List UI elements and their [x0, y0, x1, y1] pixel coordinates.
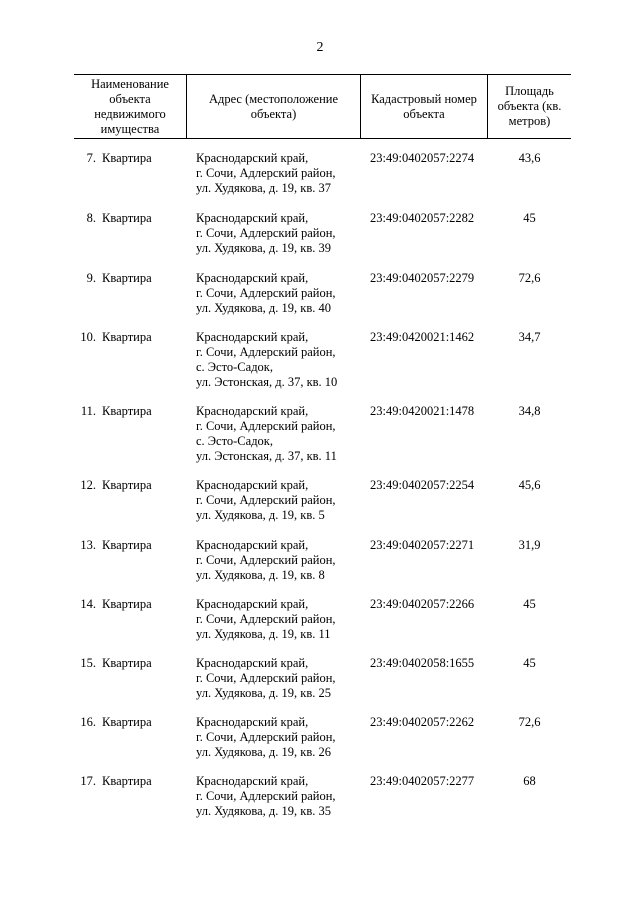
cadastral-number: 23:49:0402057:2266	[370, 597, 475, 611]
address-line: г. Сочи, Адлерский район,	[196, 345, 336, 359]
object-type: Квартира	[102, 271, 152, 285]
address-line: Краснодарский край,	[196, 538, 309, 552]
object-address	[196, 211, 364, 256]
object-type: Квартира	[102, 656, 152, 670]
address-line: ул. Худякова, д. 19, кв. 40	[196, 301, 331, 315]
cadastral-number: 23:49:0420021:1462	[370, 330, 475, 344]
address-line: г. Сочи, Адлерский район,	[196, 612, 336, 626]
address-line: Краснодарский край,	[196, 597, 309, 611]
table-row	[74, 151, 571, 211]
cadastral-number: 23:49:0402057:2274	[370, 151, 475, 165]
address-line: ул. Худякова, д. 19, кв. 5	[196, 508, 325, 522]
table-row	[74, 597, 571, 656]
object-type: Квартира	[102, 538, 152, 552]
table-row	[74, 774, 571, 833]
address-line: ул. Худякова, д. 19, кв. 35	[196, 804, 331, 818]
object-type: Квартира	[102, 478, 152, 492]
header-area: Площадь объекта (кв. метров)	[497, 84, 562, 128]
row-number: 12.	[80, 478, 96, 492]
table-header	[74, 74, 571, 139]
object-address	[196, 656, 364, 701]
row-number: 8.	[86, 211, 96, 225]
object-address	[196, 330, 364, 390]
address-line: с. Эсто-Садок,	[196, 434, 274, 448]
object-address	[196, 151, 364, 196]
object-type: Квартира	[102, 715, 152, 729]
address-line: г. Сочи, Адлерский район,	[196, 789, 336, 803]
object-area: 43,6	[518, 151, 541, 165]
page-number: 2	[316, 40, 324, 55]
object-type: Квартира	[102, 404, 152, 418]
object-address	[196, 538, 364, 583]
object-address	[196, 478, 364, 523]
address-line: г. Сочи, Адлерский район,	[196, 419, 336, 433]
address-line: г. Сочи, Адлерский район,	[196, 493, 336, 507]
address-line: Краснодарский край,	[196, 715, 309, 729]
object-type: Квартира	[102, 597, 152, 611]
header-cadastral: Кадастровый номер объекта	[371, 91, 477, 121]
address-line: Краснодарский край,	[196, 330, 309, 344]
address-line: ул. Худякова, д. 19, кв. 37	[196, 181, 331, 195]
table-row	[74, 478, 571, 538]
address-line: ул. Эстонская, д. 37, кв. 10	[196, 375, 338, 389]
object-area: 45,6	[518, 478, 541, 492]
row-number: 15.	[80, 656, 96, 670]
object-area: 72,6	[518, 271, 541, 285]
address-line: ул. Эстонская, д. 37, кв. 11	[196, 449, 337, 463]
address-line: г. Сочи, Адлерский район,	[196, 166, 336, 180]
cadastral-number: 23:49:0402057:2254	[370, 478, 475, 492]
object-address	[196, 404, 364, 464]
row-number: 11.	[80, 404, 96, 418]
header-address: Адрес (местоположение объекта)	[208, 91, 339, 121]
table-row	[74, 271, 571, 330]
row-number: 7.	[86, 151, 96, 165]
address-line: ул. Худякова, д. 19, кв. 11	[196, 627, 331, 641]
address-line: Краснодарский край,	[196, 774, 309, 788]
cadastral-number: 23:49:0420021:1478	[370, 404, 475, 418]
address-line: г. Сочи, Адлерский район,	[196, 730, 336, 744]
row-number: 14.	[80, 597, 96, 611]
row-number: 16.	[80, 715, 96, 729]
address-line: Краснодарский край,	[196, 271, 309, 285]
address-line: г. Сочи, Адлерский район,	[196, 226, 336, 240]
object-type: Квартира	[102, 330, 152, 344]
table-body	[74, 151, 571, 833]
row-number: 9.	[86, 271, 96, 285]
address-line: г. Сочи, Адлерский район,	[196, 671, 336, 685]
object-address	[196, 597, 364, 642]
object-address	[196, 715, 364, 760]
object-area: 45	[523, 597, 536, 611]
cadastral-number: 23:49:0402057:2271	[370, 538, 475, 552]
address-line: г. Сочи, Адлерский район,	[196, 286, 336, 300]
address-line: Краснодарский край,	[196, 211, 309, 225]
object-area: 31,9	[518, 538, 541, 552]
header-name: Наименование объекта недвижимого имущества	[91, 76, 169, 136]
object-area: 72,6	[518, 715, 541, 729]
row-number: 10.	[80, 330, 96, 344]
address-line: Краснодарский край,	[196, 656, 309, 670]
cadastral-number: 23:49:0402057:2282	[370, 211, 475, 225]
table-row	[74, 656, 571, 715]
table-row	[74, 715, 571, 774]
table-row	[74, 211, 571, 271]
object-area: 45	[523, 211, 536, 225]
address-line: ул. Худякова, д. 19, кв. 25	[196, 686, 331, 700]
object-type: Квартира	[102, 211, 152, 225]
cadastral-number: 23:49:0402058:1655	[370, 656, 475, 670]
object-type: Квартира	[102, 151, 152, 165]
row-number: 13.	[80, 538, 96, 552]
table-row	[74, 538, 571, 597]
object-type: Квартира	[102, 774, 152, 788]
address-line: ул. Худякова, д. 19, кв. 8	[196, 568, 325, 582]
object-area: 34,8	[518, 404, 541, 418]
address-line: с. Эсто-Садок,	[196, 360, 274, 374]
address-line: Краснодарский край,	[196, 478, 309, 492]
row-number: 17.	[80, 774, 96, 788]
cadastral-number: 23:49:0402057:2279	[370, 271, 475, 285]
table-row	[74, 404, 571, 478]
address-line: Краснодарский край,	[196, 404, 309, 418]
address-line: ул. Худякова, д. 19, кв. 39	[196, 241, 331, 255]
cadastral-number: 23:49:0402057:2262	[370, 715, 475, 729]
object-address	[196, 271, 364, 316]
object-address	[196, 774, 364, 819]
address-line: г. Сочи, Адлерский район,	[196, 553, 336, 567]
table-row	[74, 330, 571, 404]
cadastral-number: 23:49:0402057:2277	[370, 774, 475, 788]
object-area: 45	[523, 656, 536, 670]
object-area: 68	[523, 774, 536, 788]
address-line: Краснодарский край,	[196, 151, 309, 165]
object-area: 34,7	[518, 330, 541, 344]
address-line: ул. Худякова, д. 19, кв. 26	[196, 745, 331, 759]
